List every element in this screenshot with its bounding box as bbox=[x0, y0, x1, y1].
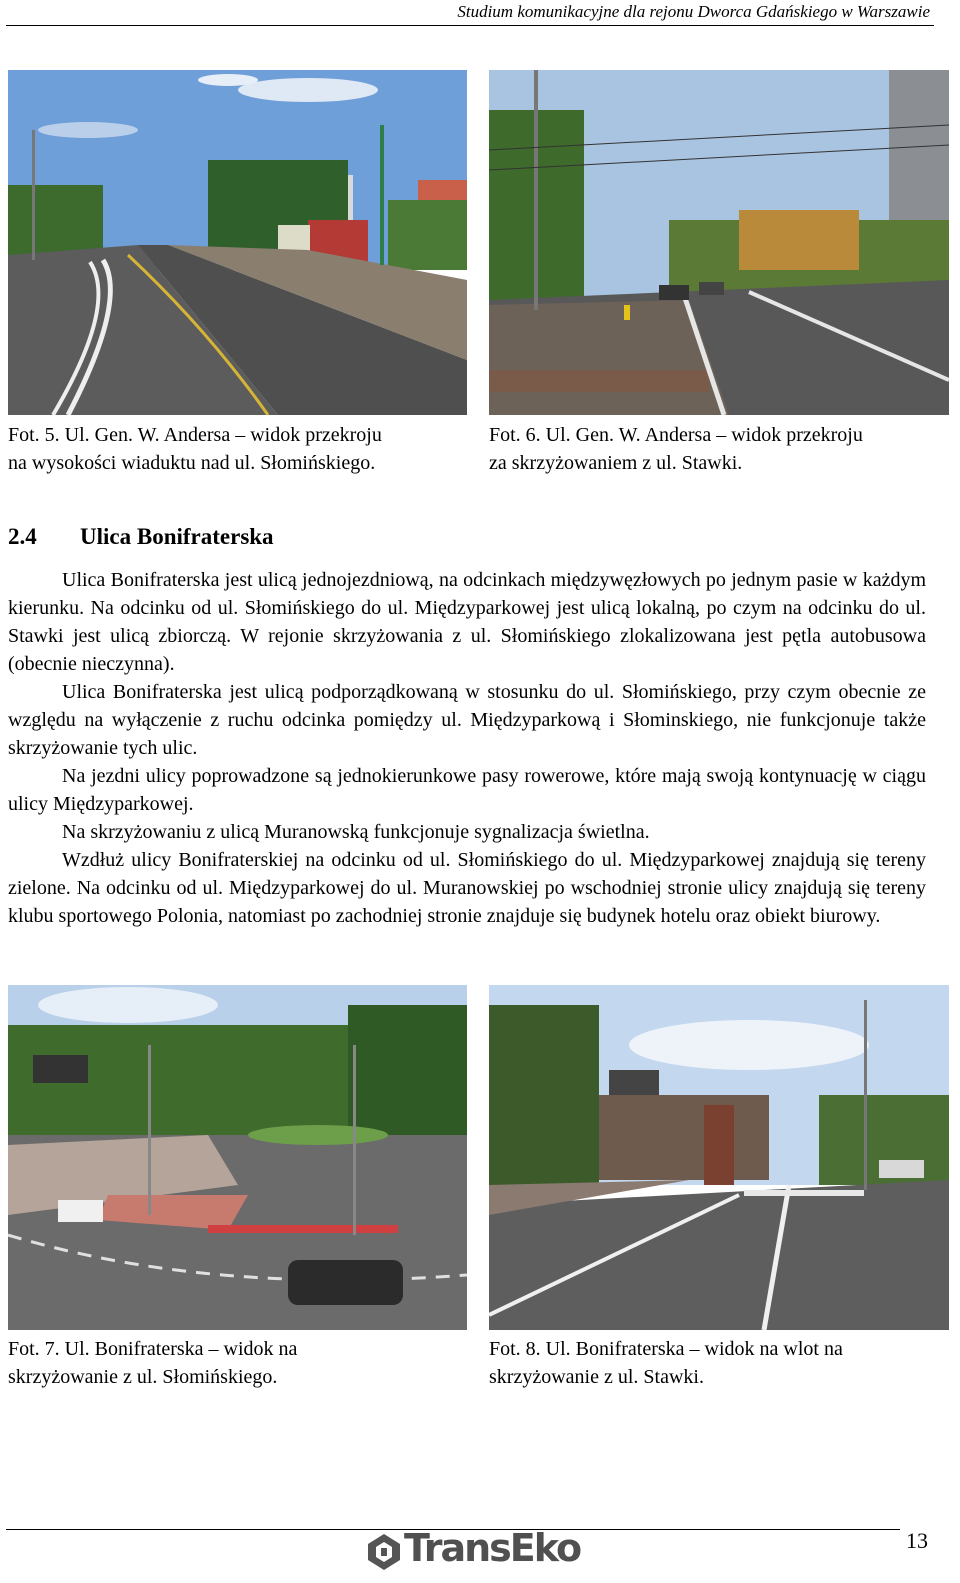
caption-fot-5 bbox=[8, 421, 382, 477]
caption-line: Fot. 6. Ul. Gen. W. Andersa – widok przekroju bbox=[489, 424, 863, 446]
caption-line: skrzyżowanie z ul. Stawki. bbox=[489, 1366, 704, 1388]
section-title: Ulica Bonifraterska bbox=[80, 524, 274, 549]
photo-fot-5 bbox=[8, 70, 467, 415]
caption-fot-7 bbox=[8, 1335, 297, 1391]
page-number: 13 bbox=[906, 1528, 928, 1553]
caption-line: na wysokości wiaduktu nad ul. Słomińskiego. bbox=[8, 452, 376, 474]
photo-fot-8 bbox=[489, 985, 949, 1330]
header-rule bbox=[6, 25, 934, 26]
paragraph: Na jezdni ulicy poprowadzone są jednokierunkowe pasy rowerowe, które mają swoją kontynuację w ciągu ulicy Międzyparkowej. bbox=[8, 765, 926, 815]
caption-line: Fot. 7. Ul. Bonifraterska – widok na bbox=[8, 1338, 298, 1360]
section-number: 2.4 bbox=[8, 524, 37, 549]
paragraph: Na skrzyżowaniu z ulicą Muranowską funkcjonuje sygnalizacja świetlna. bbox=[62, 821, 650, 843]
paragraph: Ulica Bonifraterska jest ulicą jednojezdniową, na odcinkach międzywęzłowych po jednym pasie w każdym kierunku. Na odcinku od ul. Słomińskiego do ul. Międzyparkowej jest ulicą lokalną, po czym na odcinku do ul. Stawki jest ulicą zbiorczą. W rejonie skrzyżowania z ul. Słomińskiego zlokalizowana jest pętla autobusowa (obecnie nieczynna). bbox=[8, 569, 926, 675]
photo-fot-7 bbox=[8, 985, 467, 1330]
section-body bbox=[8, 566, 926, 930]
caption-fot-6 bbox=[489, 421, 863, 477]
caption-line: Fot. 5. Ul. Gen. W. Andersa – widok przekroju bbox=[8, 424, 382, 446]
page-header bbox=[0, 0, 960, 30]
caption-line: Fot. 8. Ul. Bonifraterska – widok na wlot na bbox=[489, 1338, 843, 1360]
transeko-logo bbox=[366, 1526, 581, 1575]
paragraph: Wzdłuż ulicy Bonifraterskiej na odcinku od ul. Słomińskiego do ul. Międzyparkowej znajdują się tereny zielone. Na odcinku od ul. Międzyparkowej do ul. Muranowskiej po wschodniej stronie ulicy znajdują się tereny klubu sportowego Polonia, natomiast po zachodniej stronie znajduje się budynek hotelu oraz obiekt biurowy. bbox=[8, 849, 926, 927]
caption-line: skrzyżowanie z ul. Słomińskiego. bbox=[8, 1366, 278, 1388]
paragraph: Ulica Bonifraterska jest ulicą podporządkowaną w stosunku do ul. Słomińskiego, przy czym obecnie ze względu na wyłączenie z ruchu odcinka pomiędzy ul. Międzyparkową i Słominskiego, nie funkcjonuje także skrzyżowanie tych ulic. bbox=[8, 681, 926, 759]
photo-fot-6 bbox=[489, 70, 949, 415]
logo-text: TransEko bbox=[404, 1526, 581, 1570]
caption-line: za skrzyżowaniem z ul. Stawki. bbox=[489, 452, 743, 474]
header-title: Studium komunikacyjne dla rejonu Dworca Gdańskiego w Warszawie bbox=[457, 2, 930, 21]
caption-fot-8 bbox=[489, 1335, 843, 1391]
section-heading bbox=[8, 524, 274, 550]
logo-mark-icon bbox=[366, 1532, 402, 1572]
